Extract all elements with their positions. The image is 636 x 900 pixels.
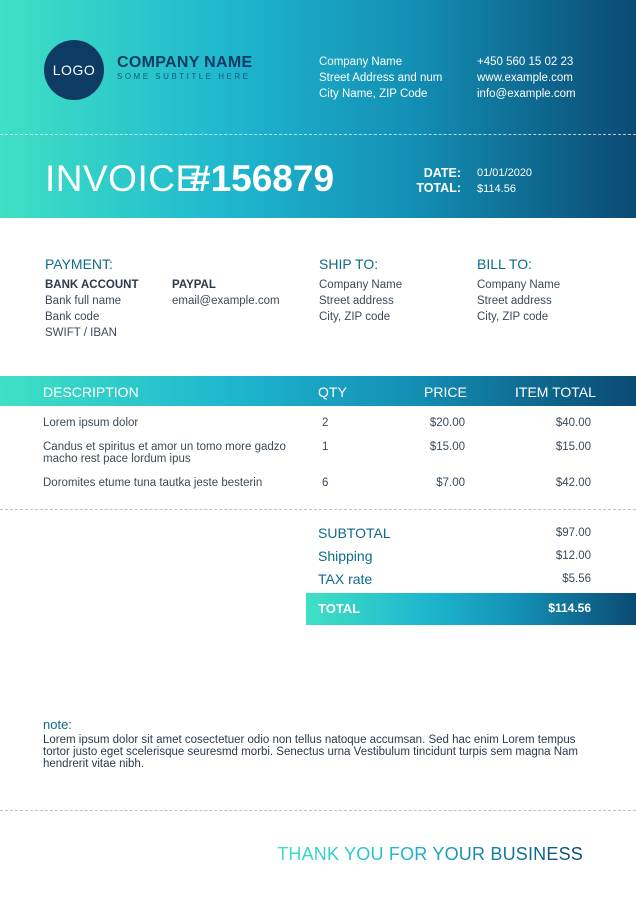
table-divider (0, 509, 636, 510)
grand-total-value: $114.56 (548, 601, 591, 615)
bill-to-heading: BILL TO: (477, 256, 532, 272)
bill-to-line: Street address (477, 295, 552, 307)
shipping-label: Shipping (318, 548, 373, 564)
paypal-email: email@example.com (172, 295, 280, 307)
column-header-price: PRICE (424, 384, 467, 400)
row-total: $42.00 (555, 477, 591, 489)
bill-to-line: Company Name (477, 279, 561, 291)
phone-number: +450 560 15 02 23 (477, 56, 574, 68)
date-total-labels (405, 166, 461, 196)
row-total: $15.00 (555, 441, 591, 453)
bank-line: Bank full name (45, 295, 122, 307)
subtotal-value: $97.00 (555, 527, 591, 539)
paypal-block (172, 277, 280, 309)
address-line: City Name, ZIP Code (319, 88, 428, 100)
note-text: Lorem ipsum dolor sit amet cosectetuer odio non tellus natoque accumsan. Sed hac enim Lorem tempus tortor justo eget scelerisque seuresmd morbi. Senectus urna Vestibulum tincidunt turpis sem magna Nam hendrerit vitae nibh. (43, 734, 579, 770)
header-divider (0, 134, 636, 135)
row-price: $20.00 (429, 417, 465, 429)
total-label: TOTAL: (416, 181, 461, 195)
row-qty: 1 (322, 441, 329, 453)
column-header-description: DESCRIPTION (43, 384, 139, 400)
row-qty: 2 (322, 417, 329, 429)
bank-account-title: BANK ACCOUNT (45, 279, 139, 291)
address-line: Company Name (319, 56, 403, 68)
row-description: Doromites etume tuna tautka jeste besterin (43, 477, 263, 489)
logo-text: LOGO (52, 62, 96, 78)
email-link: info@example.com (477, 88, 576, 100)
date-label: DATE: (423, 166, 461, 180)
ship-to-line: Company Name (319, 279, 403, 291)
company-logo (44, 40, 104, 100)
ship-to-line: Street address (319, 295, 394, 307)
row-price: $15.00 (429, 441, 465, 453)
invoice-number: #156879 (190, 158, 335, 199)
invoice-title: INVOICE (45, 158, 201, 199)
column-header-qty: QTY (318, 384, 347, 400)
bank-account-block (45, 277, 138, 341)
date-total-values (477, 166, 532, 197)
paypal-title: PAYPAL (172, 279, 216, 291)
company-address (319, 54, 442, 102)
shipping-value: $12.00 (555, 550, 591, 562)
bank-line: Bank code (45, 311, 100, 323)
bill-to-line: City, ZIP code (477, 311, 549, 323)
thank-you-message: THANK YOU FOR YOUR BUSINESS (277, 844, 583, 864)
ship-to-heading: SHIP TO: (319, 256, 379, 272)
row-price: $7.00 (436, 477, 465, 489)
tax-label: TAX rate (318, 571, 373, 587)
payment-heading: PAYMENT: (45, 256, 113, 272)
company-contact (477, 54, 576, 102)
footer-divider (0, 810, 636, 811)
total-value: $114.56 (477, 182, 516, 195)
row-description: Lorem ipsum dolor (43, 417, 139, 429)
tax-value: $5.56 (562, 573, 591, 585)
row-description: Candus et spiritus et amor un tomo more gadzo macho rest pace lordum ipus (43, 441, 286, 465)
row-qty: 6 (322, 477, 329, 489)
bill-to-block (477, 277, 560, 325)
company-name: COMPANY NAME (117, 54, 253, 71)
note-label: note: (43, 717, 72, 732)
bank-line: SWIFT / IBAN (45, 327, 117, 339)
address-line: Street Address and num (319, 72, 443, 84)
ship-to-block (319, 277, 402, 325)
column-header-item-total: ITEM TOTAL (515, 384, 596, 400)
website-link: www.example.com (477, 72, 573, 84)
date-value: 01/01/2020 (477, 167, 533, 179)
ship-to-line: City, ZIP code (319, 311, 391, 323)
row-total: $40.00 (555, 417, 591, 429)
grand-total-label: TOTAL (318, 601, 361, 616)
company-subtitle: SOME SUBTITLE HERE (117, 72, 251, 81)
subtotal-label: SUBTOTAL (318, 525, 391, 541)
